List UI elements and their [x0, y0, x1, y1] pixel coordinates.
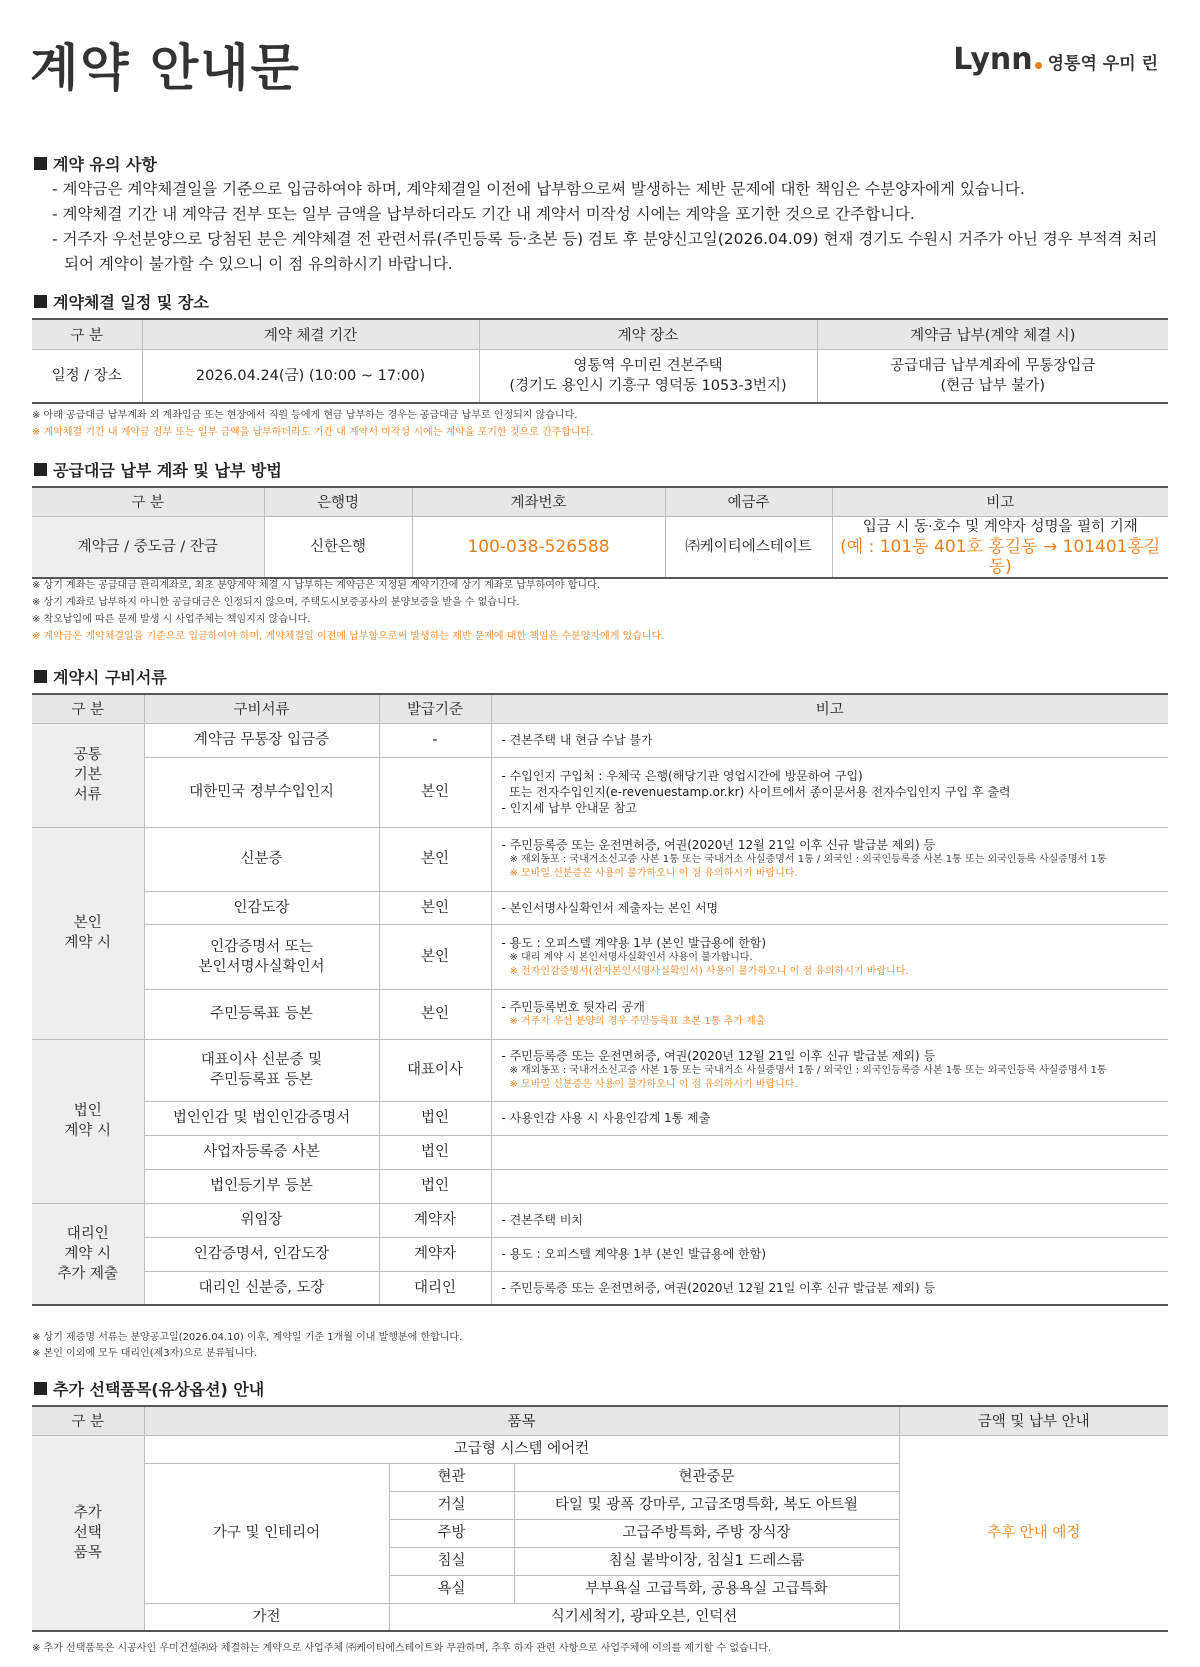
section-heading-options: [34, 1377, 264, 1400]
square-bullet-icon: [34, 157, 47, 170]
remark-line: - 수입인지 구입처 : 우체국 은행(해당기관 영업시간에 방문하여 구입): [501, 769, 863, 783]
options-table: [32, 1405, 1168, 1632]
doc-remark: [491, 924, 1168, 989]
option-room: 주방: [389, 1519, 514, 1547]
option-item: 타일 및 광폭 강마루, 고급조명특화, 복도 아트월: [514, 1491, 899, 1519]
doc-remark: - 용도 : 오피스텔 계약용 1부 (본인 발급용에 한함): [491, 1237, 1168, 1271]
section-heading-account: [34, 458, 282, 481]
place-name: 영통역 우미린 견본주택: [573, 357, 723, 374]
doc-name: 계약금 무통장 입금증: [144, 723, 379, 757]
doc-standard: 법인: [379, 1169, 491, 1203]
table-header: 은행명: [264, 487, 412, 516]
remark-line: - 주민등록번호 뒷자리 공개: [501, 1000, 645, 1014]
remark-subnote: ※ 대리 계약 시 본인서명사실확인서 사용이 불가합니다.: [509, 951, 753, 963]
doc-remark: [491, 1135, 1168, 1169]
payment-method: [817, 349, 1168, 403]
table-header: 구 분: [32, 319, 142, 349]
documents-table: [32, 693, 1168, 1306]
remark-warning: ※ 전자인감증명서(전자본인서명사실확인서) 사용이 불가하오니 이 점 유의하시기 바랍니다.: [509, 965, 909, 977]
doc-name: 대한민국 정부수입인지: [144, 757, 379, 827]
group-common: 공통 기본 서류: [32, 723, 144, 827]
doc-standard: -: [379, 723, 491, 757]
doc-name: [144, 924, 379, 989]
doc-name: 인감증명서, 인감도장: [144, 1237, 379, 1271]
option-item: 침실 붙박이장, 침실1 드레스룸: [514, 1547, 899, 1575]
doc-name: 주민등록표 등본: [144, 989, 379, 1039]
table-header: 계좌번호: [412, 487, 665, 516]
contract-period: 2026.04.24(금) (10:00 ~ 17:00): [142, 349, 479, 403]
option-appliance-items: 식기세척기, 광파오븐, 인덕션: [389, 1603, 899, 1631]
remark-line: - 용도 : 오피스텔 계약용 1부 (본인 발급용에 한함): [501, 935, 767, 950]
note-warning: ※ 계약금은 계약체결일을 기준으로 입금하여야 하며, 계약체결일 이전에 납부함으로써 발생하는 제반 문제에 대한 책임은 수분양자에게 있습니다.: [32, 631, 665, 642]
remark-subnote: ※ 재외동포 : 국내거소신고증 사본 1통 또는 국내거소 사실증명서 1통 / 외국인 : 외국인등록증 사본 1통 또는 외국인등록 사실증명서 1통: [509, 854, 1107, 865]
doc-line: 본인서명사실확인서: [198, 958, 325, 975]
option-room: 거실: [389, 1491, 514, 1519]
bank-name: 신한은행: [264, 516, 412, 578]
option-room: 현관: [389, 1463, 514, 1491]
section-heading-notice: [34, 152, 157, 175]
doc-line: 주민등록표 등본: [210, 1072, 313, 1088]
remark-line: - 인지세 납부 안내문 참고: [501, 801, 638, 815]
option-appliance: 가전: [144, 1603, 389, 1631]
group-options: 추가 선택 품목: [32, 1435, 144, 1631]
remark-line: 입금 시 동·호수 및 계약자 성명을 필히 기재: [862, 518, 1138, 535]
place-address: (경기도 용인시 기흥구 영덕동 1053-3번지): [509, 377, 787, 394]
doc-standard: 본인: [379, 757, 491, 827]
square-bullet-icon: [34, 295, 47, 308]
section-title: 계약시 구비서류: [53, 668, 167, 687]
section-title: 계약체결 일정 및 장소: [53, 293, 209, 312]
table-header: 품목: [144, 1406, 899, 1435]
note-warning: ※ 계약체결 기간 내 계약금 전부 또는 일부 금액을 납부하더라도 기간 내 계약서 미작성 시에는 계약을 포기한 것으로 간주합니다.: [32, 427, 594, 438]
section-title: 추가 선택품목(유상옵션) 안내: [53, 1380, 265, 1399]
table-header: 계약 장소: [479, 319, 817, 349]
note: ※ 본인 이외에 모두 대리인(제3자)으로 분류됩니다.: [32, 1348, 258, 1359]
page-title: 계약 안내문: [30, 39, 301, 97]
schedule-table: [32, 318, 1168, 404]
table-header: 계약 체결 기간: [142, 319, 479, 349]
table-header: 계약금 납부(계약 체결 시): [817, 319, 1168, 349]
note: ※ 착오납입에 따른 문제 발생 시 사업주체는 책임지지 않습니다.: [32, 614, 311, 625]
doc-name: 위임장: [144, 1203, 379, 1237]
remark-example: (예 : 101동 401호 홍길동 → 101401홍길동): [840, 536, 1161, 577]
row-label: 일정 / 장소: [32, 349, 142, 403]
option-item: 고급주방특화, 주방 장식장: [514, 1519, 899, 1547]
doc-remark: - 주민등록증 또는 운전면허증, 여권(2020년 12월 21일 이후 신규 발급분 제외) 등: [491, 1271, 1168, 1305]
doc-name: 인감도장: [144, 891, 379, 924]
table-header: 비고: [491, 694, 1168, 723]
doc-remark: [491, 827, 1168, 891]
option-price: 추후 안내 예정: [899, 1435, 1168, 1631]
group-corp: 법인 계약 시: [32, 1039, 144, 1203]
notice-item: - 거주자 우선분양으로 당첨된 분은 계약체결 전 관련서류(주민등록 등·초본 등) 검토 후 분양신고일(2026.04.09) 현재 경기도 수원시 거주가 아닌 경우 부적격 처리되어 계약이 불가할 수 있으니 이 점 유의하시기 바랍니다.: [52, 230, 1158, 273]
doc-name: 신분증: [144, 827, 379, 891]
doc-standard: 본인: [379, 924, 491, 989]
square-bullet-icon: [34, 670, 47, 683]
notice-list: [52, 177, 1172, 277]
logo-dot-icon: [1035, 62, 1042, 69]
doc-standard: 법인: [379, 1135, 491, 1169]
doc-line: 대표이사 신분증 및: [200, 1052, 323, 1068]
doc-remark: [491, 1039, 1168, 1101]
option-item: 현관중문: [514, 1463, 899, 1491]
option-room: 욕실: [389, 1575, 514, 1603]
remark-warning: ※ 모바일 신분증은 사용이 불가하오니 이 점 유의하시기 바랍니다.: [509, 868, 798, 879]
option-room: 침실: [389, 1547, 514, 1575]
account-holder: ㈜케이티에스테이트: [665, 516, 832, 578]
doc-remark: - 견본주택 내 현금 수납 불가: [491, 723, 1168, 757]
table-header: 비고: [832, 487, 1168, 516]
notice-item: - 계약금은 계약체결일을 기준으로 입금하여야 하며, 계약체결일 이전에 납부함으로써 발생하는 제반 문제에 대한 책임은 수분양자에게 있습니다.: [52, 180, 1025, 198]
row-label: 계약금 / 중도금 / 잔금: [32, 516, 264, 578]
doc-standard: 본인: [379, 989, 491, 1039]
remark-line: 또는 전자수입인지(e-revenuestamp.or.kr) 사이트에서 종이문서용 전자수입인지 구입 후 출력: [501, 785, 1011, 799]
doc-remark: [491, 757, 1168, 827]
doc-standard: 계약자: [379, 1237, 491, 1271]
option-furniture: 가구 및 인테리어: [144, 1463, 389, 1603]
payment-line: (현금 납부 불가): [940, 377, 1046, 394]
contract-place: [479, 349, 817, 403]
account-remark: [832, 516, 1168, 578]
payment-line: 공급대금 납부계좌에 무통장입금: [890, 357, 1096, 374]
section-heading-schedule: [34, 290, 209, 313]
doc-standard: 계약자: [379, 1203, 491, 1237]
remark-line: - 주민등록증 또는 운전면허증, 여권(2020년 12월 21일 이후 신규 발급분 제외) 등: [501, 838, 936, 852]
table-header: 금액 및 납부 안내: [899, 1406, 1168, 1435]
doc-remark: [491, 989, 1168, 1039]
doc-remark: - 사용인감 사용 시 사용인감계 1통 제출: [491, 1101, 1168, 1135]
account-number: 100-038-526588: [412, 516, 665, 578]
doc-line: 인감증명서 또는: [210, 938, 313, 955]
doc-standard: 대리인: [379, 1271, 491, 1305]
section-heading-documents: [34, 665, 167, 688]
doc-standard: 대표이사: [379, 1039, 491, 1101]
table-header: 구 분: [32, 694, 144, 723]
doc-name: [144, 1039, 379, 1101]
option-item: 부부욕실 고급특화, 공용욕실 고급특화: [514, 1575, 899, 1603]
table-header: 구비서류: [144, 694, 379, 723]
account-table: [32, 486, 1168, 579]
square-bullet-icon: [34, 463, 47, 476]
logo-brand: Lynn: [953, 42, 1033, 77]
section-title: 계약 유의 사항: [53, 155, 157, 174]
group-agent: 대리인 계약 시 추가 제출: [32, 1203, 144, 1305]
table-header: 발급기준: [379, 694, 491, 723]
remark-warning: ※ 모바일 신분증은 사용이 불가하오니 이 점 유의하시기 바랍니다.: [509, 1079, 798, 1090]
table-header: 구 분: [32, 487, 264, 516]
doc-name: 법인등기부 등본: [144, 1169, 379, 1203]
doc-standard: 본인: [379, 827, 491, 891]
group-self: 본인 계약 시: [32, 827, 144, 1039]
remark-subnote: ※ 재외동포 : 국내거소신고증 사본 1통 또는 국내거소 사실증명서 1통 / 외국인 : 외국인등록증 사본 1통 또는 외국인등록 사실증명서 1통: [509, 1065, 1107, 1076]
note: ※ 상기 계좌로 납부하지 아니한 공급대금은 인정되지 않으며, 주택도시보증공사의 분양보증을 받을 수 없습니다.: [32, 597, 520, 608]
brand-logo: [953, 42, 1158, 77]
notice-item: - 계약체결 기간 내 계약금 전부 또는 일부 금액을 납부하더라도 기간 내 계약서 미작성 시에는 계약을 포기한 것으로 간주합니다.: [52, 205, 915, 223]
note: ※ 상기 제증명 서류는 분양공고일(2026.04.10) 이후, 계약일 기준 1개월 이내 발행분에 한합니다.: [32, 1332, 463, 1343]
doc-standard: 법인: [379, 1101, 491, 1135]
doc-standard: 본인: [379, 891, 491, 924]
remark-line: - 주민등록증 또는 운전면허증, 여권(2020년 12월 21일 이후 신규 발급분 제외) 등: [501, 1049, 936, 1063]
option-aircon: 고급형 시스템 에어컨: [144, 1435, 899, 1463]
doc-name: 법인인감 및 법인인감증명서: [144, 1101, 379, 1135]
doc-remark: [491, 1169, 1168, 1203]
table-header: 구 분: [32, 1406, 144, 1435]
doc-remark: - 견본주택 비치: [491, 1203, 1168, 1237]
doc-remark: - 본인서명사실확인서 제출자는 본인 서명: [491, 891, 1168, 924]
square-bullet-icon: [34, 1382, 47, 1395]
note: ※ 추가 선택품목은 시공사인 우미건설㈜와 체결하는 계약으로 사업주체 ㈜케이티에스테이트와 무관하며, 추후 하자 관련 사항으로 사업주체에 이의를 제기할 수 없습니다.: [32, 1643, 772, 1654]
note: ※ 상기 계좌는 공급대금 관리계좌로, 최초 분양계약 체결 시 납부하는 계약금은 지정된 계약기간에 상기 계좌로 납부하여야 합니다.: [32, 580, 600, 591]
remark-warning: ※ 거주자 우선 분양의 경우 주민등록표 초본 1통 추가 제출: [509, 1016, 766, 1027]
logo-sub: 영통역 우미 린: [1047, 54, 1158, 74]
note: ※ 아래 공급대금 납부계좌 외 계좌입금 또는 현장에서 직원 등에게 현금 납부하는 경우는 공급대금 납부로 인정되지 않습니다.: [32, 410, 578, 421]
doc-name: 사업자등록증 사본: [144, 1135, 379, 1169]
doc-name: 대리인 신분증, 도장: [144, 1271, 379, 1305]
section-title: 공급대금 납부 계좌 및 납부 방법: [53, 461, 282, 480]
table-header: 예금주: [665, 487, 832, 516]
